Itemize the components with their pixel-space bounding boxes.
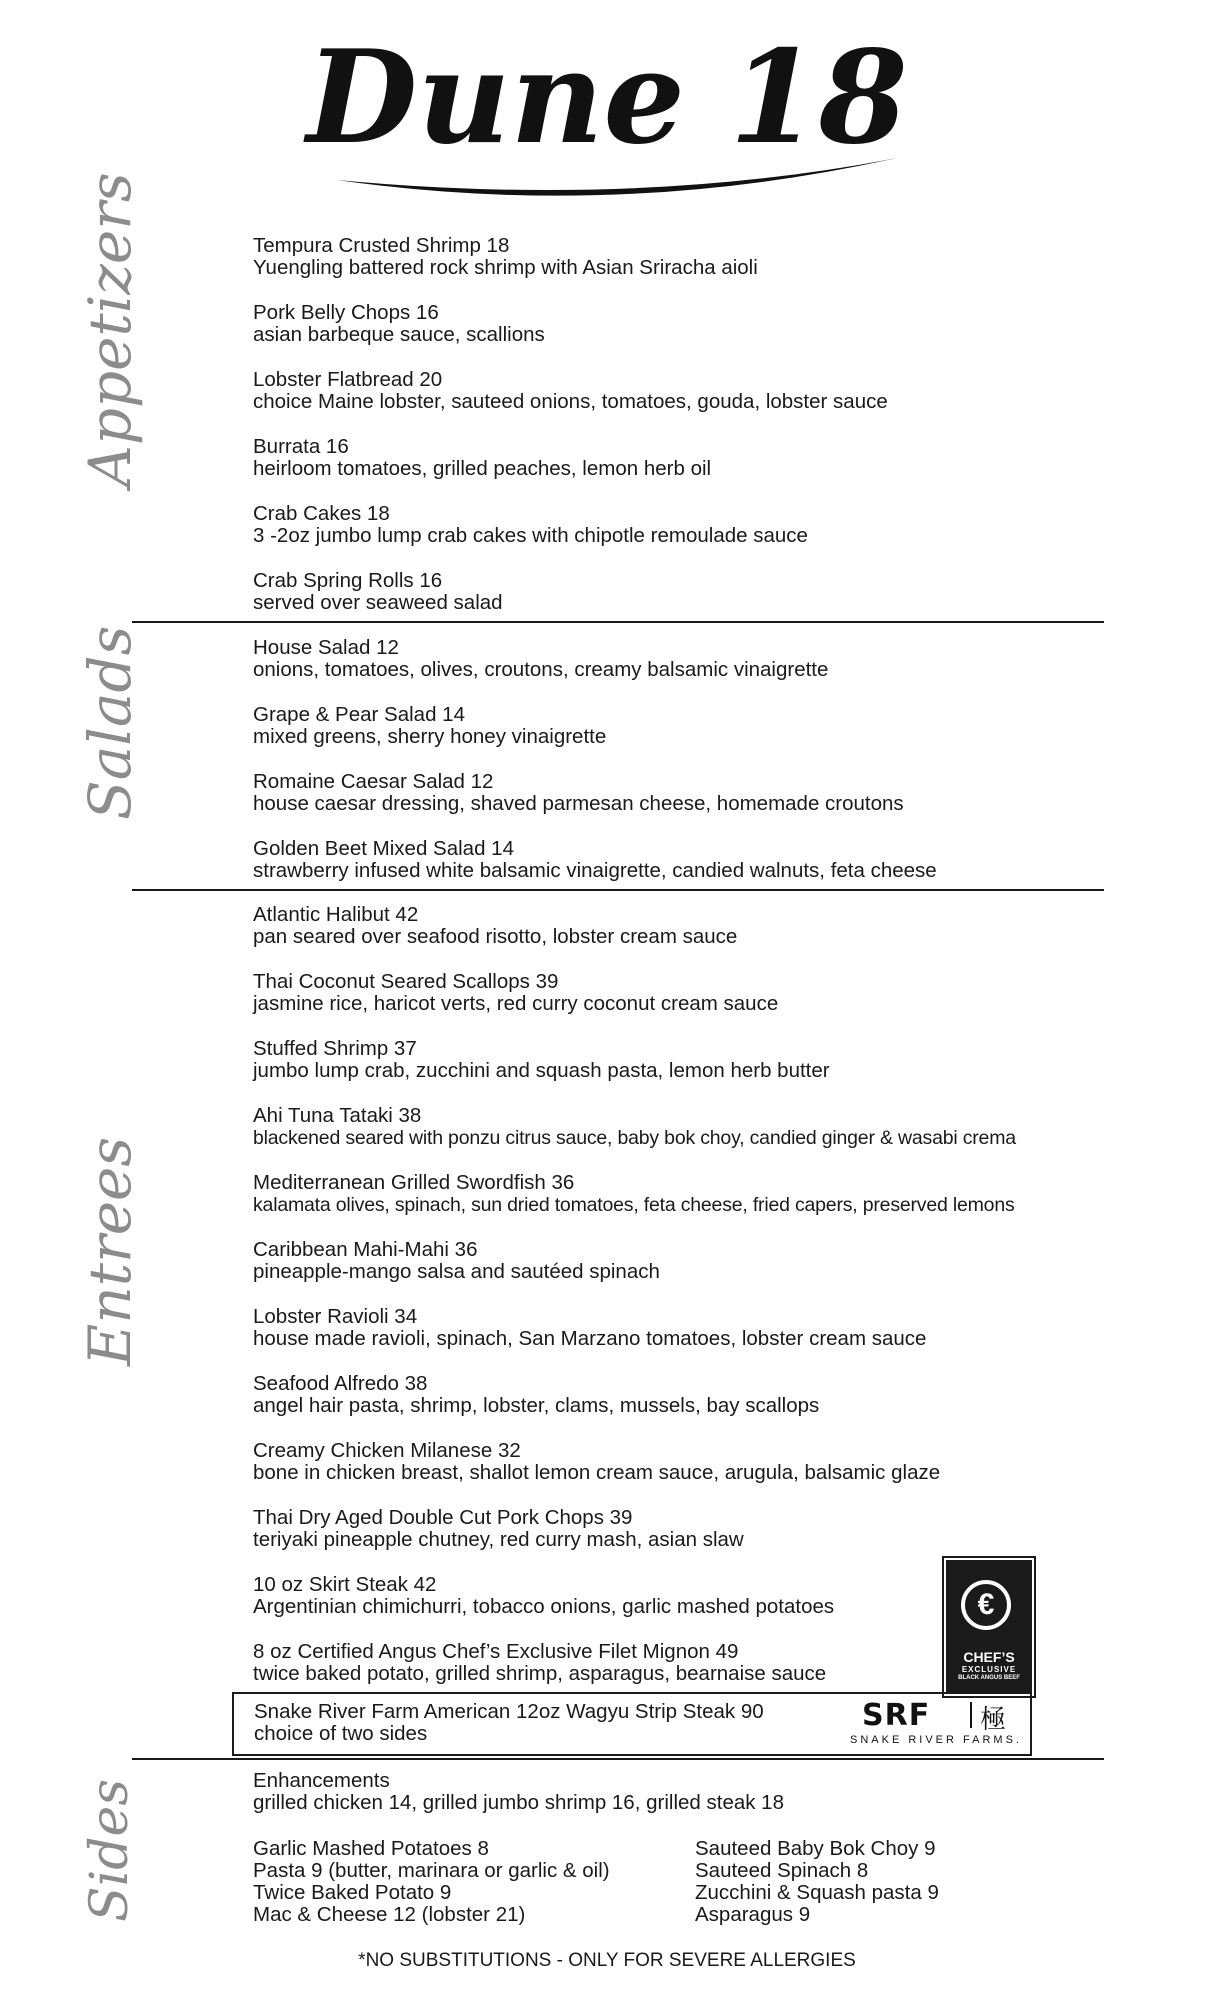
logo-graphic [257, 30, 957, 210]
item-title: Crab Spring Rolls 16 [253, 569, 443, 592]
item-title: Romaine Caesar Salad 12 [253, 770, 494, 793]
footer-note: *NO SUBSTITUTIONS - ONLY FOR SEVERE ALLERGIES [358, 1950, 856, 1971]
srf-mark: SRF [862, 1698, 931, 1733]
section-divider [132, 889, 1104, 891]
item-description: bone in chicken breast, shallot lemon cream sauce, arugula, balsamic glaze [253, 1461, 941, 1484]
item-title: Caribbean Mahi-Mahi 36 [253, 1238, 478, 1261]
menu-item [253, 904, 1103, 971]
item-description: choice Maine lobster, sauteed onions, tomatoes, gouda, lobster sauce [253, 390, 888, 413]
item-title: Crab Cakes 18 [253, 502, 390, 525]
menu-item [253, 235, 1103, 302]
item-description: 3 -2oz jumbo lump crab cakes with chipotle remoulade sauce [253, 524, 808, 547]
menu-item [253, 838, 1103, 905]
side-item: Pasta 9 (butter, marinara or garlic & oil) [253, 1859, 610, 1882]
item-title: Stuffed Shrimp 37 [253, 1037, 417, 1060]
sides-left-list [253, 1838, 610, 1926]
menu-item [253, 369, 1103, 436]
enhancements-title: Enhancements [253, 1769, 390, 1792]
item-title: Lobster Ravioli 34 [253, 1305, 418, 1328]
side-item: Twice Baked Potato 9 [253, 1881, 452, 1904]
menu-item [253, 971, 1103, 1038]
side-item: Garlic Mashed Potatoes 8 [253, 1837, 489, 1860]
sides-right-list [695, 1838, 939, 1926]
item-description: angel hair pasta, shrimp, lobster, clams, mussels, bay scallops [253, 1394, 820, 1417]
item-description: onions, tomatoes, olives, croutons, creamy balsamic vinaigrette [253, 658, 829, 681]
menu-item [253, 1306, 1103, 1373]
side-item: Sauteed Baby Bok Choy 9 [695, 1837, 936, 1860]
menu-item [253, 637, 1103, 704]
menu-item [253, 771, 1103, 838]
section-label-appetizers: Appetizers [76, 172, 144, 487]
item-description: house made ravioli, spinach, San Marzano tomatoes, lobster cream sauce [253, 1327, 927, 1350]
item-title: House Salad 12 [253, 636, 399, 659]
srf-name: SNAKE RIVER FARMS. [850, 1734, 1022, 1746]
item-description: pan seared over seafood risotto, lobster cream sauce [253, 925, 738, 948]
item-title: Creamy Chicken Milanese 32 [253, 1439, 521, 1462]
item-title: Ahi Tuna Tataki 38 [253, 1104, 422, 1127]
item-description: twice baked potato, grilled shrimp, asparagus, bearnaise sauce [253, 1662, 827, 1685]
item-title: 10 oz Skirt Steak 42 [253, 1573, 437, 1596]
item-description: pineapple-mango salsa and sautéed spinach [253, 1260, 660, 1283]
menu-item [253, 1105, 1103, 1172]
section-divider [132, 1758, 1104, 1760]
chefs-exclusive-line1: CHEF’S [963, 1649, 1015, 1665]
snake-river-farms-logo [830, 1696, 1028, 1752]
menu-item [253, 302, 1103, 369]
item-description: kalamata olives, spinach, sun dried tomatoes, feta cheese, fried capers, preserved lemons [253, 1194, 1015, 1216]
item-title: 8 oz Certified Angus Chef’s Exclusive Filet Mignon 49 [253, 1640, 739, 1663]
item-description: jumbo lump crab, zucchini and squash pasta, lemon herb butter [253, 1059, 830, 1082]
side-item: Mac & Cheese 12 (lobster 21) [253, 1903, 526, 1926]
appetizers-list [253, 235, 1103, 637]
section-label-salads: Salads [76, 625, 144, 820]
item-title: Grape & Pear Salad 14 [253, 703, 465, 726]
section-label-entrees: Entrees [76, 1136, 144, 1366]
srf-kanji: 極 [980, 1704, 1007, 1734]
chefs-exclusive-line3: BLACK ANGUS BEEF [958, 1675, 1020, 1681]
item-title: Thai Dry Aged Double Cut Pork Chops 39 [253, 1506, 633, 1529]
side-item: Asparagus 9 [695, 1903, 811, 1926]
srf-divider [970, 1702, 972, 1728]
menu-item [253, 1239, 1103, 1306]
item-title: Seafood Alfredo 38 [253, 1372, 428, 1395]
menu-item [253, 1172, 1103, 1239]
item-title: Lobster Flatbread 20 [253, 368, 443, 391]
item-title: Pork Belly Chops 16 [253, 301, 439, 324]
item-description: choice of two sides [254, 1722, 428, 1745]
item-description: Argentinian chimichurri, tobacco onions, garlic mashed potatoes [253, 1595, 835, 1618]
enhancements-list: grilled chicken 14, grilled jumbo shrimp 16, grilled steak 18 [253, 1791, 784, 1814]
side-item: Sauteed Spinach 8 [695, 1859, 869, 1882]
menu-item [253, 1038, 1103, 1105]
menu-item [253, 704, 1103, 771]
item-description: Yuengling battered rock shrimp with Asian Sriracha aioli [253, 256, 758, 279]
item-title: Golden Beet Mixed Salad 14 [253, 837, 514, 860]
item-description: house caesar dressing, shaved parmesan cheese, homemade croutons [253, 792, 904, 815]
side-item: Zucchini & Squash pasta 9 [695, 1881, 939, 1904]
menu-item [253, 1373, 1103, 1440]
restaurant-logo [0, 30, 1214, 210]
item-title: Thai Coconut Seared Scallops 39 [253, 970, 559, 993]
item-title: Mediterranean Grilled Swordfish 36 [253, 1171, 575, 1194]
restaurant-name: Dune 18 [306, 30, 908, 173]
enhancements [253, 1770, 784, 1814]
item-title: Atlantic Halibut 42 [253, 903, 419, 926]
item-title: Burrata 16 [253, 435, 349, 458]
chefs-exclusive-line2: EXCLUSIVE [961, 1665, 1017, 1674]
item-description: heirloom tomatoes, grilled peaches, lemon herb oil [253, 457, 712, 480]
menu-item [253, 1440, 1103, 1507]
item-title: Tempura Crusted Shrimp 18 [253, 234, 510, 257]
item-description: strawberry infused white balsamic vinaigrette, candied walnuts, feta cheese [253, 859, 937, 882]
menu-item [253, 570, 1103, 637]
menu-item [253, 436, 1103, 503]
item-description: mixed greens, sherry honey vinaigrette [253, 725, 607, 748]
chefs-exclusive-logo [944, 1558, 1034, 1696]
item-description: blackened seared with ponzu citrus sauce, baby bok choy, candied ginger & wasabi crema [253, 1127, 1016, 1149]
chefs-exclusive-mark: € [961, 1580, 1011, 1630]
item-description: jasmine rice, haricot verts, red curry coconut cream sauce [253, 992, 779, 1015]
section-divider [132, 621, 1104, 623]
item-description: teriyaki pineapple chutney, red curry mash, asian slaw [253, 1528, 744, 1551]
section-label-sides: Sides [80, 1779, 140, 1922]
item-description: served over seaweed salad [253, 591, 503, 614]
menu-item [253, 503, 1103, 570]
item-title: Snake River Farm American 12oz Wagyu Strip Steak 90 [254, 1700, 764, 1723]
salads-list [253, 637, 1103, 905]
item-description: asian barbeque sauce, scallions [253, 323, 545, 346]
